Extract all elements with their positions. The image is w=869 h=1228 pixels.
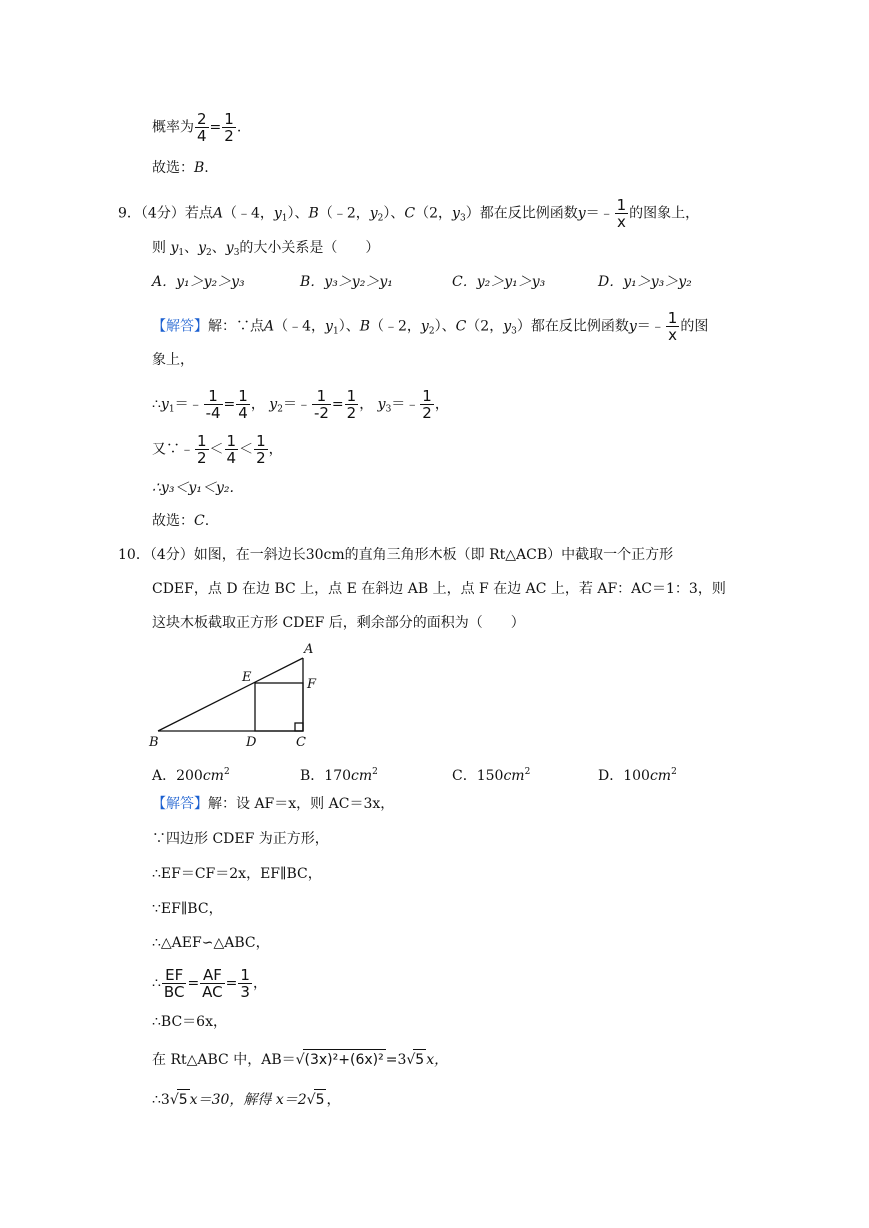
text: C <box>455 318 467 335</box>
text: ∴3 <box>152 1092 170 1108</box>
q9-solution-line1 <box>152 310 708 343</box>
q9-option-c: C．y₂＞y₁＞y₃ <box>452 274 546 290</box>
text: y <box>325 318 333 335</box>
fraction <box>238 967 252 1000</box>
text: ）、 <box>434 318 456 335</box>
text: ＜ <box>239 441 254 458</box>
numerator: EF <box>162 967 187 984</box>
text: 3 <box>233 248 240 258</box>
text: 2 <box>206 248 212 258</box>
text: y <box>369 205 378 222</box>
text: y <box>273 205 282 222</box>
text: A．200 <box>152 768 203 784</box>
q10-option-d <box>598 762 677 786</box>
text: 在 Rt△ABC 中，AB＝ <box>152 1052 296 1068</box>
label-a: A <box>304 642 314 657</box>
triangle-figure <box>145 638 345 753</box>
q9-solution-compare <box>152 433 283 466</box>
radicand: (3x)²+(6x)² <box>303 1049 386 1070</box>
text: D．100 <box>598 768 650 784</box>
square-cdef <box>255 683 303 731</box>
text: （﹣2， <box>318 205 370 222</box>
fraction <box>615 197 629 230</box>
text: 1 <box>332 326 339 337</box>
text: ）都在反比例函数 <box>465 205 578 222</box>
text: x， <box>426 1052 449 1068</box>
text: . <box>204 513 210 529</box>
text: 2 <box>377 213 384 224</box>
radical-sign: √ <box>406 1052 416 1068</box>
text: 2 <box>524 767 531 777</box>
text: y <box>160 396 169 413</box>
denominator: 2 <box>422 404 432 422</box>
text: = <box>223 396 236 413</box>
denominator: 3 <box>240 983 250 1001</box>
text: C．150 <box>452 768 504 784</box>
q9-stem-line2 <box>152 238 379 263</box>
text: 故选： <box>152 160 194 176</box>
numerator: 1 <box>238 387 248 405</box>
numerator: 1 <box>240 966 250 984</box>
denominator: x <box>616 213 626 231</box>
solution-tag: 【解答】 <box>152 796 208 812</box>
text: 、 <box>211 240 226 256</box>
answer-line <box>152 158 209 178</box>
probability-line <box>152 111 241 144</box>
q10-solution-bc: ∴BC＝6x， <box>152 1014 227 1030</box>
text: （﹣2， <box>370 318 421 335</box>
text: 3 <box>459 213 466 224</box>
numerator: 2 <box>197 110 207 128</box>
denominator: 2 <box>224 127 234 145</box>
text: B．170 <box>300 768 352 784</box>
text: ）、 <box>287 205 309 222</box>
q9-solution-order: ∴y₃＜y₁＜y₂. <box>152 480 234 496</box>
numerator: 1 <box>346 387 357 405</box>
q9-stem <box>118 197 699 230</box>
text: ＜ <box>209 441 224 458</box>
q10-stem-line2: CDEF，点 D 在边 BC 上，点 E 在斜边 AB 上，点 F 在边 AC 上，若 AF：AC＝1：3，则 <box>152 581 726 597</box>
q10-solution-x <box>152 1089 340 1110</box>
text: ＝﹣ <box>636 318 665 335</box>
fraction <box>204 388 223 421</box>
text: 1 <box>178 248 185 258</box>
numerator: 1 <box>312 388 331 405</box>
q10-solution-line3: ∴EF＝CF＝2x，EF∥BC， <box>152 866 322 882</box>
text: cm <box>351 768 373 784</box>
q9-number: 9．（4分）若点 <box>118 205 213 222</box>
numerator: AF <box>200 967 224 984</box>
text: = <box>331 396 344 413</box>
text: ∴ <box>152 975 161 992</box>
q9-answer <box>152 511 209 531</box>
text: . <box>204 160 209 176</box>
text: B <box>359 318 370 335</box>
text: 则 <box>152 240 166 256</box>
q9-solution-line2: 象上， <box>152 352 194 368</box>
fraction <box>236 388 250 421</box>
numerator: 1 <box>616 196 627 214</box>
text: （﹣4， <box>274 318 326 335</box>
fraction <box>195 433 209 466</box>
text: 解：∵点 <box>208 318 264 335</box>
text: x＝30，解得 x＝2 <box>189 1092 307 1108</box>
denominator: -2 <box>313 404 329 422</box>
fraction <box>200 967 224 1000</box>
numerator: 1 <box>256 432 266 450</box>
text: ， <box>268 441 283 458</box>
text: =3 <box>385 1052 407 1068</box>
numerator: 1 <box>667 309 678 327</box>
text: 、 <box>184 240 199 256</box>
text: 1 <box>281 213 288 224</box>
text: ， <box>252 975 267 992</box>
text: ）都在反比例函数 <box>516 318 629 335</box>
text: y <box>577 205 586 222</box>
text: A <box>264 318 275 335</box>
q9-solution-y-values <box>152 388 449 421</box>
text: ， <box>326 1092 341 1108</box>
label-c: C <box>296 735 306 750</box>
radicand: 5 <box>177 1089 190 1110</box>
fraction <box>312 388 331 421</box>
equals: = <box>209 119 222 136</box>
q10-option-b <box>300 762 378 786</box>
denominator: x <box>668 326 678 344</box>
text: y <box>225 240 234 256</box>
q10-solution-line2: ∵四边形 CDEF 为正方形， <box>152 831 329 847</box>
text: y <box>452 205 460 222</box>
q10-option-a <box>152 762 230 786</box>
fraction <box>195 111 209 144</box>
q10-solution-ab <box>152 1049 448 1070</box>
denominator: 2 <box>197 449 207 467</box>
text: （2， <box>466 318 504 335</box>
text: ＝﹣ <box>282 396 311 413</box>
radical-sign: √ <box>295 1052 305 1068</box>
text: 的图象上， <box>629 205 700 222</box>
text: y <box>628 318 637 335</box>
text: y <box>503 318 512 335</box>
text: ＝﹣ <box>585 205 614 222</box>
text: cm <box>503 768 525 784</box>
text: y <box>269 396 278 413</box>
text: = <box>225 975 238 992</box>
q10-option-c <box>452 762 530 786</box>
text: ， <box>250 396 265 413</box>
text: 2 <box>223 767 230 777</box>
numerator: 1 <box>422 387 432 405</box>
numerator: 1 <box>197 432 207 450</box>
text: ＝﹣ <box>391 396 420 413</box>
fraction <box>666 310 680 343</box>
text: 概率为 <box>152 119 194 136</box>
radical-sign: √ <box>306 1092 316 1108</box>
text: A <box>212 205 223 222</box>
text: 2 <box>671 767 677 777</box>
q10-stem-line3: 这块木板截取正方形 CDEF 后，剩余部分的面积为（ ） <box>152 615 525 631</box>
text: 3 <box>511 326 517 337</box>
text: 1 <box>168 404 175 415</box>
text: 故选： <box>152 513 194 529</box>
answer: C <box>194 513 205 529</box>
denominator: 2 <box>256 449 266 467</box>
text: 的大小关系是（ ） <box>239 240 380 256</box>
fraction <box>222 111 236 144</box>
denominator: 4 <box>197 127 207 145</box>
segment-ab <box>158 658 303 731</box>
text: cm <box>649 768 672 784</box>
numerator: 1 <box>204 388 223 405</box>
text: ）、 <box>383 205 405 222</box>
q10-solution-line5: ∴△AEF∽△ABC， <box>152 935 270 951</box>
numerator: 1 <box>226 432 237 450</box>
q10-solution-line4: ∵EF∥BC， <box>152 901 223 917</box>
text: 3 <box>385 404 392 415</box>
text: 又∵﹣ <box>152 441 194 458</box>
q9-option-a: A．y₁＞y₂＞y₃ <box>152 274 245 290</box>
numerator: 1 <box>224 110 234 128</box>
q10-stem-line1: 10．（4分）如图，在一斜边长30cm的直角三角形木板（即 Rt△ACB）中截取一个正方形 <box>118 547 674 563</box>
text: ＝﹣ <box>174 396 203 413</box>
text: B <box>308 205 319 222</box>
text: （2， <box>415 205 453 222</box>
label-e: E <box>242 670 252 685</box>
denominator: 2 <box>346 404 357 422</box>
text: ∴ <box>152 396 161 413</box>
text: 的图 <box>680 318 709 335</box>
denominator: 4 <box>226 449 237 467</box>
label-b: B <box>149 735 159 750</box>
fraction <box>254 433 268 466</box>
denominator: BC <box>163 983 185 1001</box>
q9-option-b: B．y₃＞y₂＞y₁ <box>300 274 393 290</box>
text: cm <box>202 768 224 784</box>
fraction <box>225 433 239 466</box>
text: . <box>236 119 242 136</box>
text: 解：设 AF＝x，则 AC＝3x， <box>208 796 395 812</box>
fraction <box>345 388 359 421</box>
text: y <box>198 240 207 256</box>
radical-sign: √ <box>169 1092 179 1108</box>
q10-solution-line1 <box>152 794 394 814</box>
label-d: D <box>246 735 257 750</box>
text: ）、 <box>338 318 360 335</box>
text: ， <box>359 396 374 413</box>
text: C <box>404 205 416 222</box>
denominator: 4 <box>238 404 248 422</box>
text: 2 <box>277 404 283 415</box>
text: （﹣4， <box>222 205 274 222</box>
text: y <box>377 396 386 413</box>
text: y <box>420 318 429 335</box>
text: 2 <box>428 326 435 337</box>
fraction <box>420 388 434 421</box>
radicand: 5 <box>314 1089 327 1110</box>
q10-solution-ratio <box>152 967 267 1000</box>
right-angle-mark <box>295 723 303 731</box>
label-f: F <box>307 677 317 692</box>
denominator: AC <box>202 983 223 1001</box>
answer: B <box>194 160 205 176</box>
text: y <box>170 240 179 256</box>
q9-option-d: D．y₁＞y₃＞y₂ <box>598 274 692 290</box>
fraction <box>162 967 187 1000</box>
denominator: -4 <box>205 404 221 422</box>
text: = <box>187 975 200 992</box>
text: ， <box>434 396 449 413</box>
text: 2 <box>372 767 378 777</box>
radicand: 5 <box>413 1049 426 1070</box>
solution-tag: 【解答】 <box>152 318 208 335</box>
